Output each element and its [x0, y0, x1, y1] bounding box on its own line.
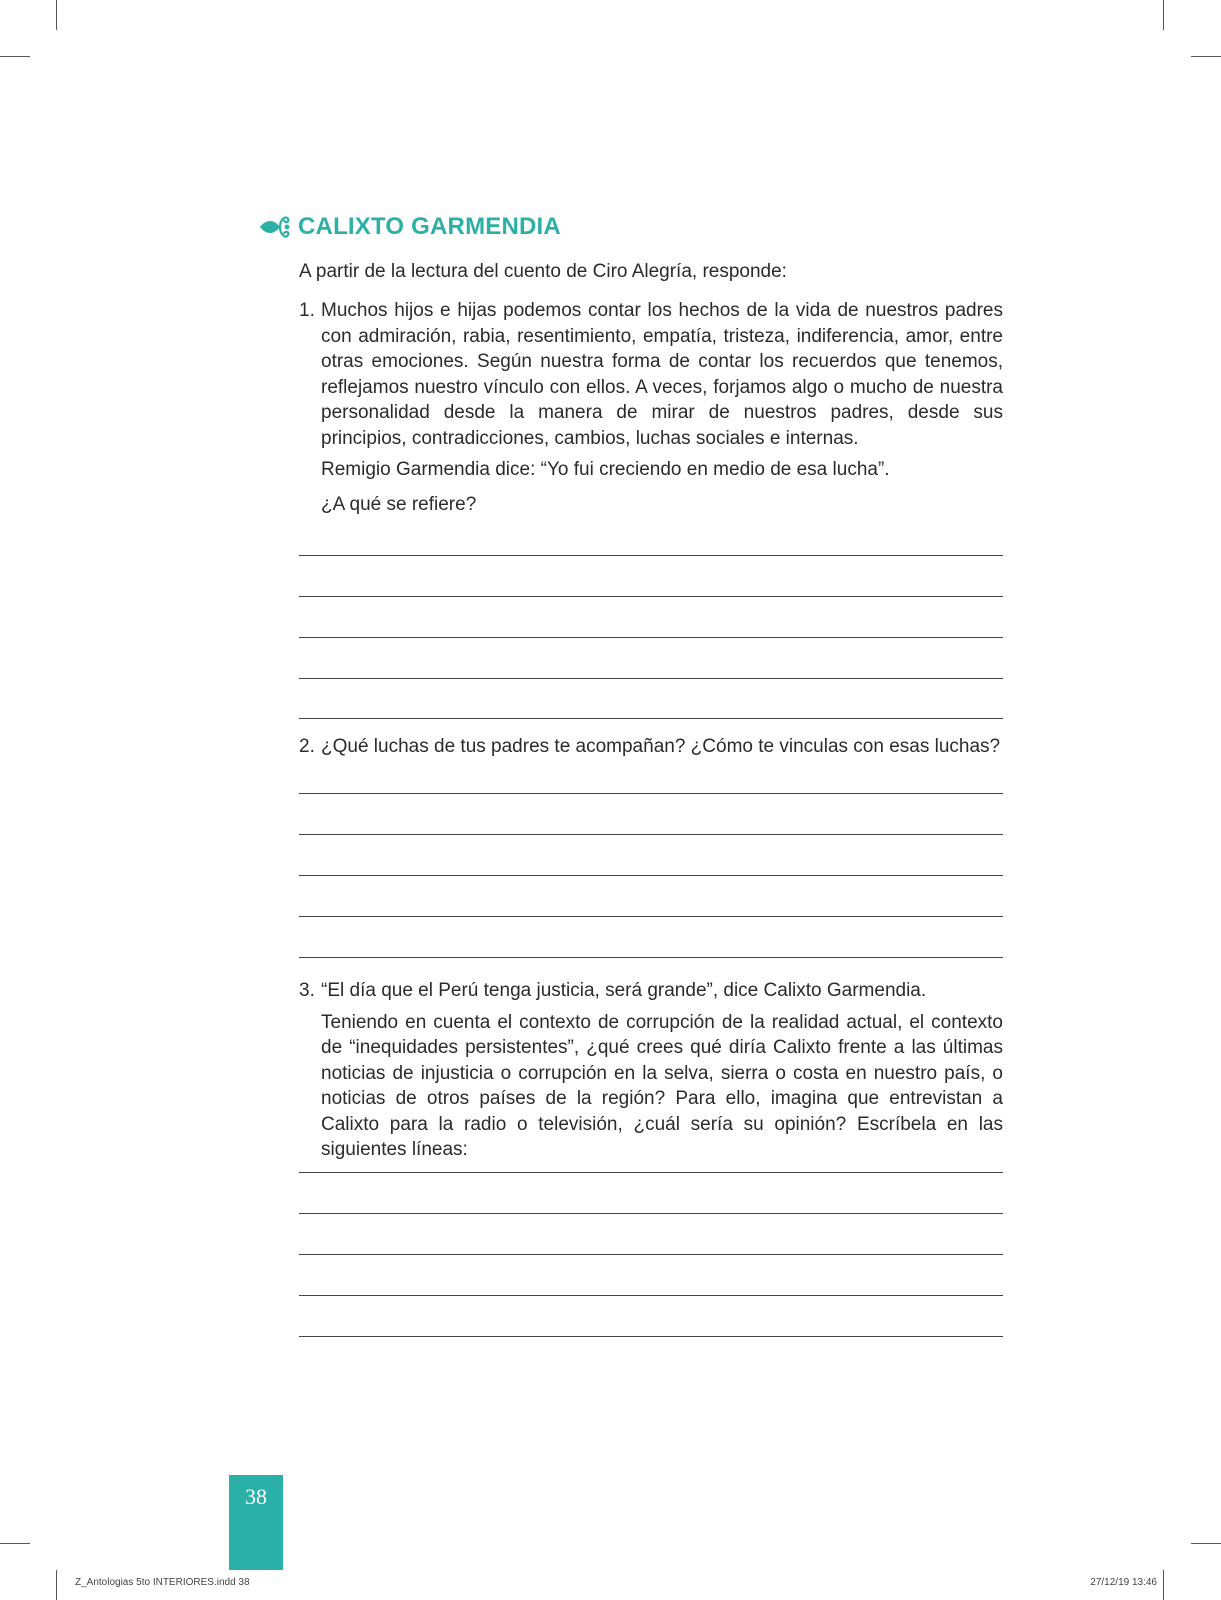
- answer-line[interactable]: [299, 678, 1003, 679]
- answer-line[interactable]: [299, 555, 1003, 556]
- question-text: Muchos hijos e hijas podemos contar los hechos de la vida de nuestros padres con admiración, rabia, resentimiento, empatía, tristeza, indiferencia, amor, entre otras emociones. Según nuestra forma de contar los recuerdos que tenemos, reflejamos nuestro vínculo con ellos. A veces, forjamos algo o mucho de nuestra personalidad desde la manera de mirar de nuestros padres, desde sus principios, contradicciones, cambios, luchas sociales e internas.: [321, 300, 1003, 449]
- answer-line[interactable]: [299, 1172, 1003, 1173]
- question-detail: Teniendo en cuenta el contexto de corrupción de la realidad actual, el contexto de “inequidades persistentes”, ¿qué crees qué diría Calixto frente a las últimas noticias de injusticia o corrupción en la selva, sierra o costa en nuestro país, o noticias de otros países de la región? Para ello, imagina que entrevistan a Calixto para la radio o televisión, ¿cuál sería su opinión? Escríbela en las siguientes líneas:: [321, 1011, 1003, 1160]
- crop-mark: [0, 1543, 30, 1544]
- question-number: 2.: [299, 736, 315, 757]
- answer-line[interactable]: [299, 596, 1003, 597]
- answer-line[interactable]: [299, 1213, 1003, 1214]
- answer-line[interactable]: [299, 793, 1003, 794]
- question-1: [299, 298, 1003, 517]
- question-prompt: ¿A qué se refiere?: [321, 493, 477, 515]
- answer-line[interactable]: [299, 1295, 1003, 1296]
- question-quote: Remigio Garmendia dice: “Yo fui creciendo en medio de esa lucha”.: [321, 459, 890, 480]
- answer-line[interactable]: [299, 718, 1003, 719]
- answer-line[interactable]: [299, 916, 1003, 917]
- footer-filename: Z_Antologias 5to INTERIORES.indd 38: [75, 1577, 250, 1588]
- crop-mark: [1163, 1570, 1164, 1600]
- intro-text: A partir de la lectura del cuento de Ciro Alegría, responde:: [299, 261, 787, 282]
- question-text: ¿Qué luchas de tus padres te acompañan? ¿Cómo te vinculas con esas luchas?: [321, 736, 1001, 757]
- crop-mark: [56, 1570, 57, 1600]
- crop-mark: [1163, 0, 1164, 30]
- question-number: 1.: [299, 300, 315, 321]
- answer-line[interactable]: [299, 1254, 1003, 1255]
- answer-line[interactable]: [299, 1336, 1003, 1337]
- section-heading: [258, 210, 561, 244]
- answer-line[interactable]: [299, 637, 1003, 638]
- section-title: CALIXTO GARMENDIA: [298, 213, 561, 240]
- page-number: 38: [245, 1484, 267, 1509]
- question-3: [299, 978, 1003, 1163]
- footer-date: 27/12/19 13:46: [1090, 1577, 1157, 1588]
- answer-line[interactable]: [299, 957, 1003, 958]
- question-text: “El día que el Perú tenga justicia, será grande”, dice Calixto Garmendia.: [321, 980, 927, 1001]
- crop-mark: [1191, 1543, 1221, 1544]
- answer-line[interactable]: [299, 875, 1003, 876]
- question-number: 3.: [299, 980, 315, 1001]
- crop-mark: [56, 0, 57, 30]
- question-2: [299, 734, 1003, 760]
- leaf-ornament-icon: [258, 210, 292, 244]
- crop-mark: [0, 56, 30, 57]
- answer-line[interactable]: [299, 834, 1003, 835]
- crop-mark: [1191, 56, 1221, 57]
